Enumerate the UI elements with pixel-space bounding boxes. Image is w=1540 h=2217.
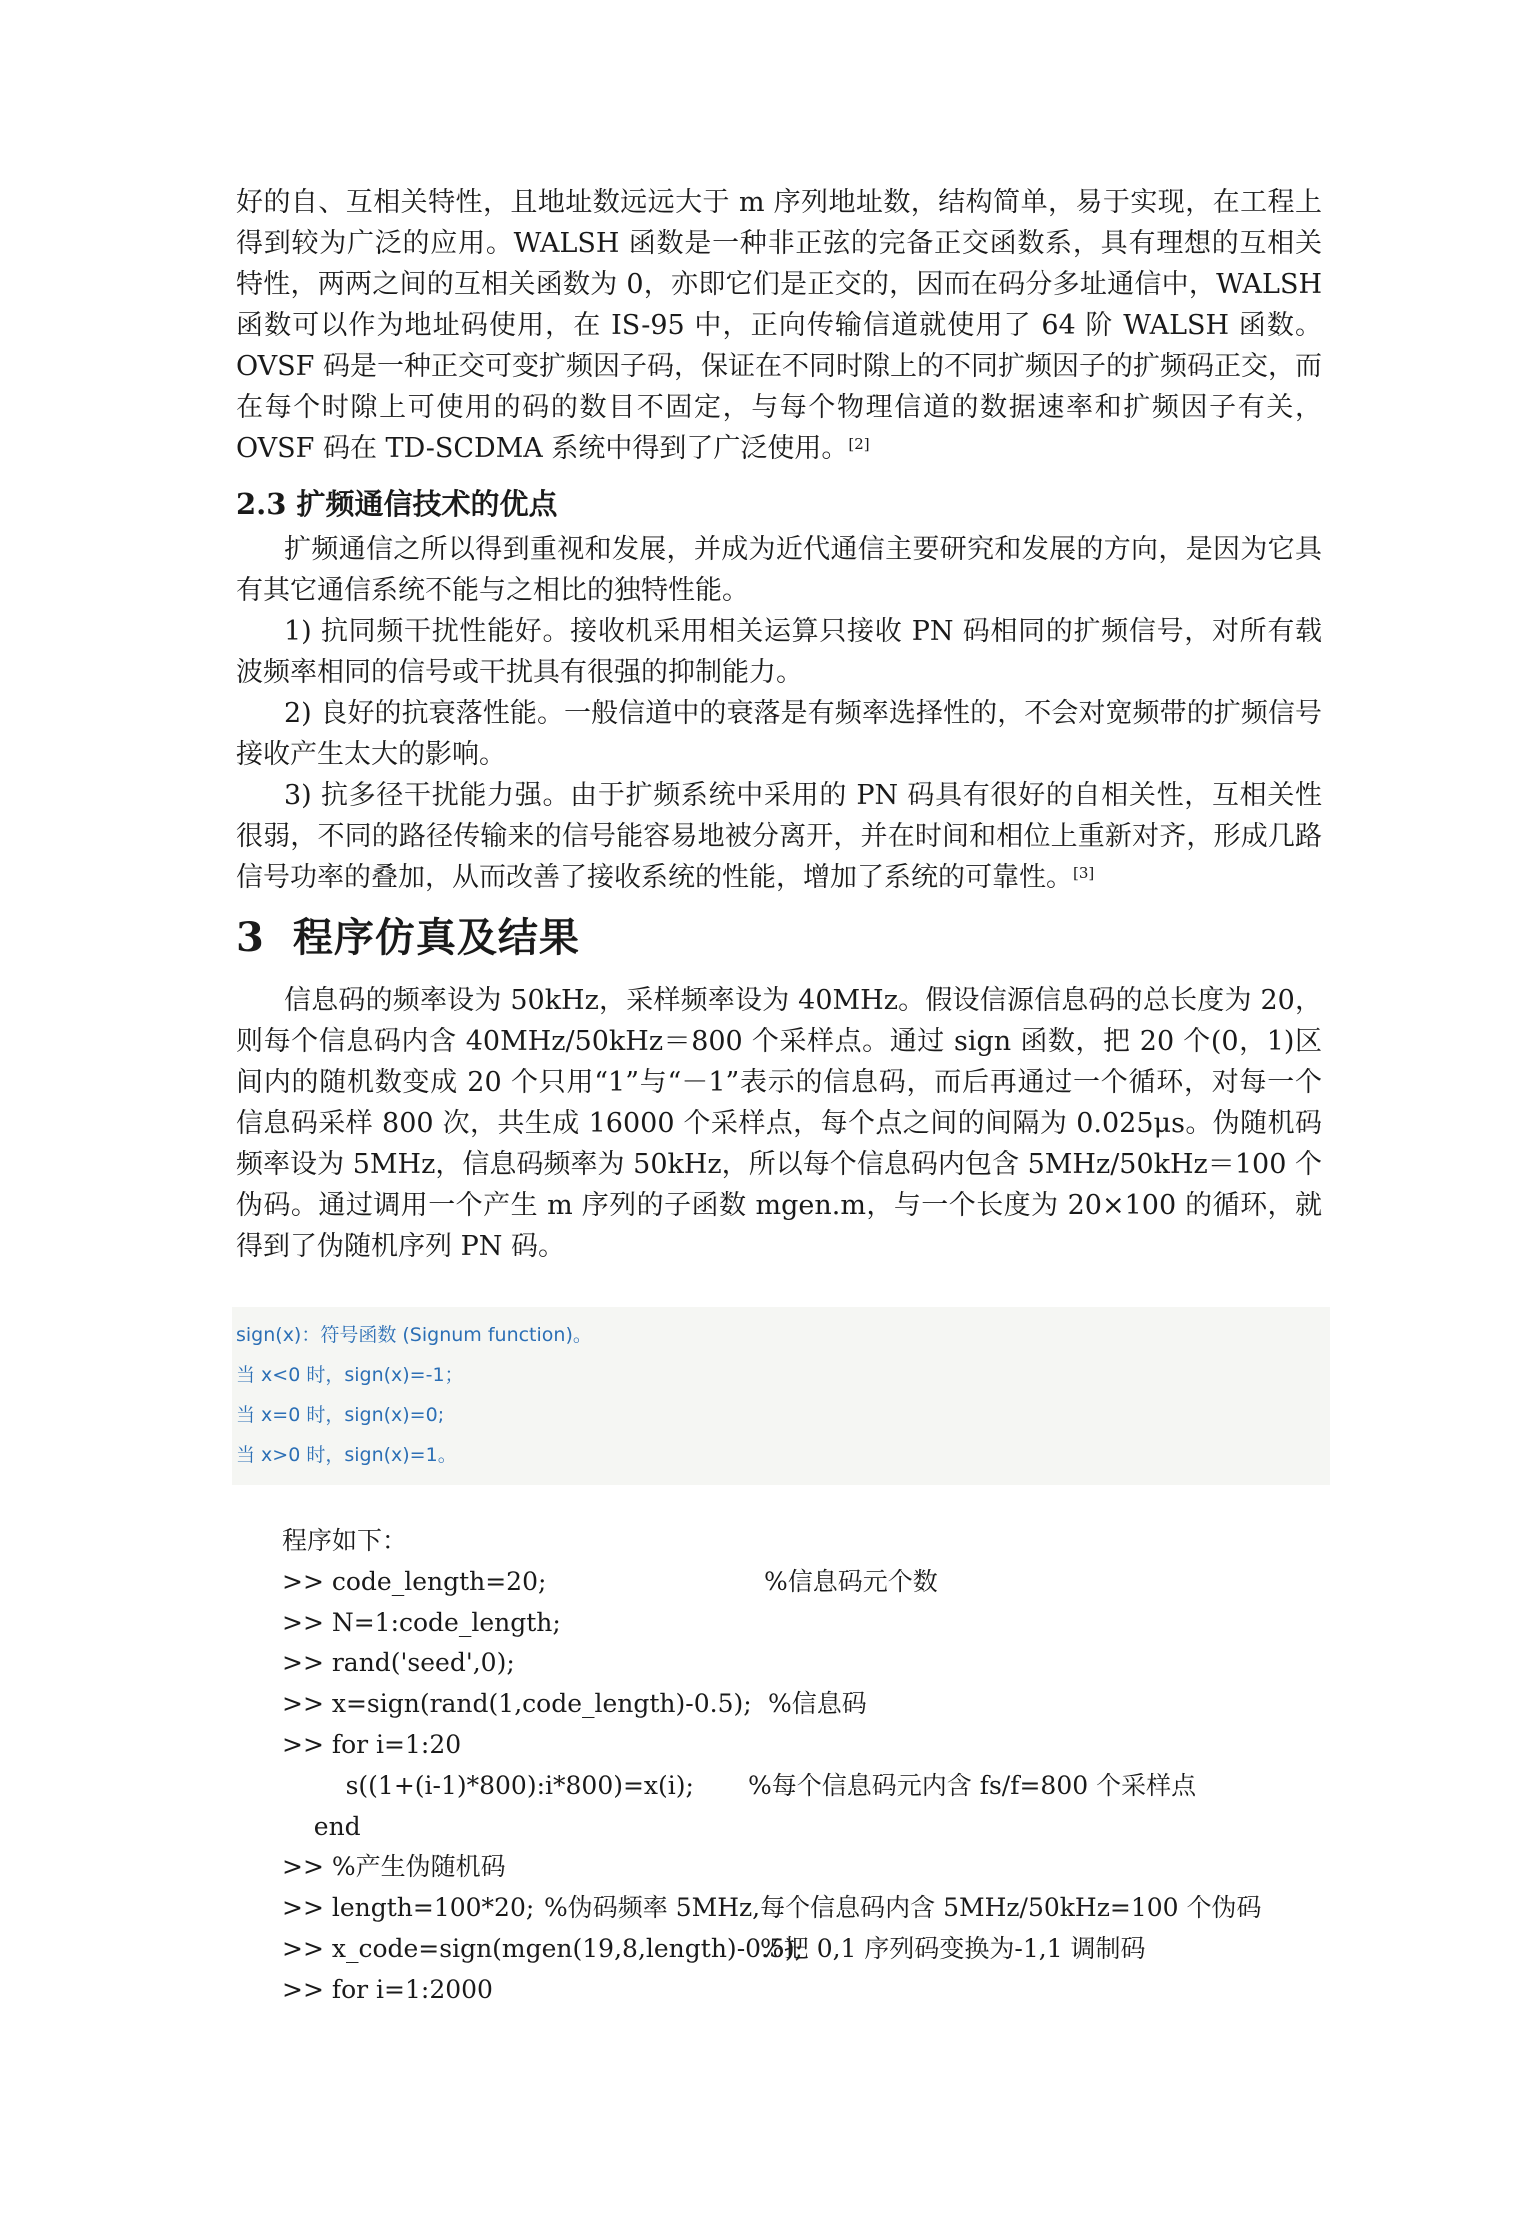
section-heading-2-3: 2.3 扩频通信技术的优点 [236,487,558,521]
program-intro: 程序如下： [282,1526,408,1555]
code-line [282,1643,1322,1684]
chapter-heading [236,910,1322,966]
sign-function-definition-box [232,1307,1330,1485]
advantage-item-1: 1) 抗同频干扰性能好。接收机采用相关运算只接收 PN 码相同的扩频信号，对所有载波频率相同的信号或干扰具有很强的抑制能力。 [236,616,1322,688]
code-text: >> N=1:code_length; [282,1607,561,1637]
simulation-description-paragraph: 信息码的频率设为 50kHz，采样频率设为 40MHz。假设信源信息码的总长度为 20，则每个信息码内含 40MHz/50kHz＝800 个采样点。通过 sign 函数，把 20 个(0，1)区间内的随机数变成 20 个只用“1”与“－1”表示的信息码，而后再通过一个循环，对每一个信息码采样 800 次，共生成 16000 个采样点，每个点之间的间隔为 0.025μs。伪随机码频率设为 5MHz，信息码频率为 50kHz，所以每个信息码内包含 5MHz/50kHz＝100 个伪码。通过调用一个产生 m 序列的子函数 mgen.m，与一个长度为 20×100 的循环，就得到了伪随机序列 PN 码。 [236,985,1322,1262]
definition-line: 当 x<0 时，sign(x)=-1； [236,1364,464,1386]
code-text: >> x_code=sign(mgen(19,8,length)-0.5); [282,1933,804,1963]
code-line [282,1847,1322,1888]
code-text: >> code_length=20; [282,1566,547,1596]
code-text: >> rand('seed',0); [282,1648,515,1678]
definition-line: sign(x)：符号函数 (Signum function)。 [236,1324,592,1346]
code-line [282,1562,1322,1603]
code-comment: %每个信息码元内含 fs/f=800 个采样点 [748,1770,1197,1800]
code-comment: %信息码 [768,1689,867,1719]
advantage-item-3-text: 3) 抗多径干扰能力强。由于扩频系统中采用的 PN 码具有很好的自相关性，互相关性很弱，不同的路径传输来的信号能容易地被分离开，并在时间和相位上重新对齐，形成几路信号功率的叠加，从而改善了接收系统的性能，增加了系统的可靠性。 [236,780,1322,893]
advantage-item-3 [236,775,1322,898]
code-text: >> for i=1:2000 [282,1974,493,2004]
code-comment: %把 0,1 序列码变换为-1,1 调制码 [760,1933,1146,1963]
code-text: >> length=100*20; [282,1893,535,1923]
definition-line: 当 x>0 时，sign(x)=1。 [236,1444,457,1466]
page-content [236,182,1322,2011]
chapter-number: 3 [236,914,265,961]
code-line [282,1766,1322,1807]
code-line [282,1725,1322,1766]
program-listing [282,1521,1322,2011]
chapter-title: 程序仿真及结果 [292,914,580,961]
code-text: s((1+(i-1)*800):i*800)=x(i); [282,1770,694,1800]
paragraph-text: 好的自、互相关特性，且地址数远远大于 m 序列地址数，结构简单，易于实现，在工程上得到较为广泛的应用。WALSH 函数是一种非正弦的完备正交函数系，具有理想的互相关特性，两两之间的互相关函数为 0，亦即它们是正交的，因而在码分多址通信中，WALSH 函数可以作为地址码使用，在 IS-95 中，正向传输信道就使用了 64 阶 WALSH 函数。OVSF 码是一种正交可变扩频因子码，保证在不同时隙上的不同扩频因子的扩频码正交，而在每个时隙上可使用的码的数目不固定，与每个物理信道的数据速率和扩频因子有关，OVSF 码在 TD-SCDMA 系统中得到了广泛使用。 [236,187,1322,464]
code-comment: %伪码频率 5MHz,每个信息码内含 5MHz/50kHz=100 个伪码 [544,1893,1262,1923]
code-text: end [282,1811,361,1841]
code-text: >> %产生伪随机码 [282,1852,506,1882]
code-line [282,1684,1322,1725]
code-line [282,1929,1322,1970]
citation-2: [2] [848,435,870,453]
code-line [282,1807,1322,1848]
code-comment: %信息码元个数 [764,1566,938,1596]
code-line [282,1603,1322,1644]
code-line [282,1888,1322,1929]
advantage-item-2: 2) 良好的抗衰落性能。一般信道中的衰落是有频率选择性的，不会对宽频带的扩频信号接收产生太大的影响。 [236,698,1322,770]
code-text: >> for i=1:20 [282,1729,462,1759]
section-intro-paragraph: 扩频通信之所以得到重视和发展，并成为近代通信主要研究和发展的方向，是因为它具有其它通信系统不能与之相比的独特性能。 [236,534,1322,606]
definition-line: 当 x=0 时，sign(x)=0; [236,1404,445,1426]
code-text: >> x=sign(rand(1,code_length)-0.5); [282,1689,752,1719]
code-line [282,1970,1322,2011]
paragraph-walsh-ovsf [236,182,1322,469]
citation-3: [3] [1073,864,1095,882]
